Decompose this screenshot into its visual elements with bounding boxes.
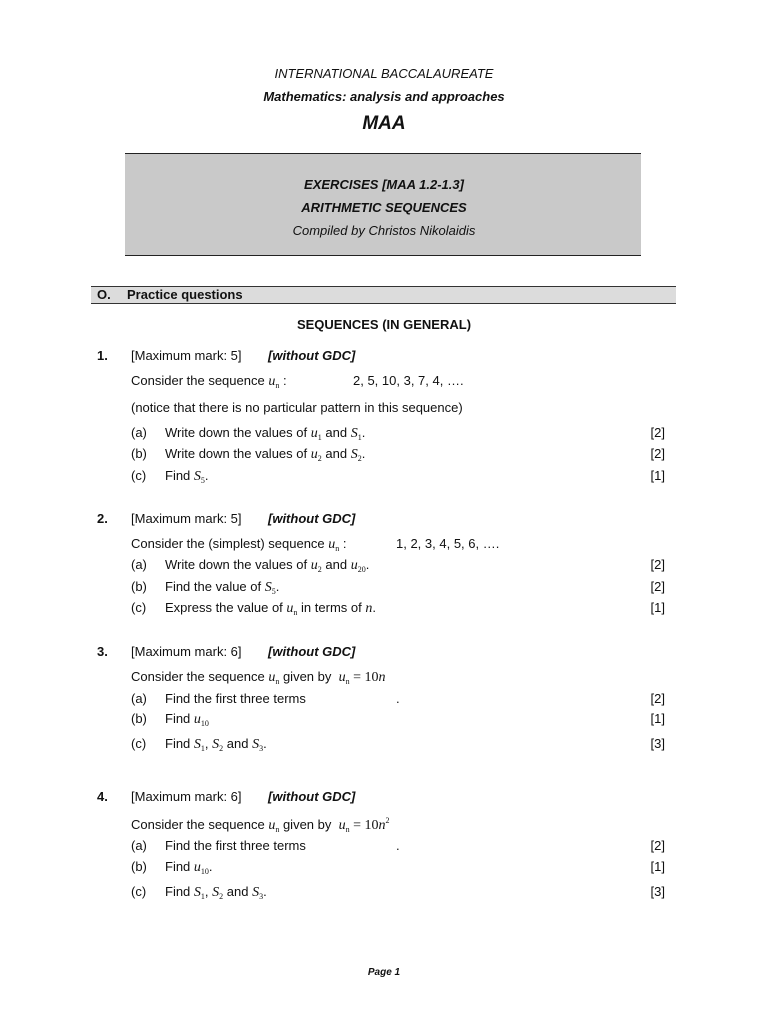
question-intro: Consider the sequence $u_n$ : <box>131 373 287 390</box>
gdc-note: [without GDC] <box>268 644 356 659</box>
sequence-terms: 2, 5, 10, 3, 7, 4, …. <box>353 373 464 388</box>
part-marks: [3] <box>650 736 665 751</box>
banner-topic: ARITHMETIC SEQUENCES <box>301 200 467 215</box>
part-text: Find $u_{10}$. <box>165 859 213 876</box>
max-mark: [Maximum mark: 5] <box>131 348 242 363</box>
part-label: (b) <box>131 711 147 726</box>
question-number: 4. <box>97 789 108 804</box>
part-label: (c) <box>131 600 147 615</box>
question-intro: Consider the sequence $u_n$ given by $u_n = 10n^2$ <box>131 816 390 834</box>
part-marks: [1] <box>650 711 665 726</box>
math-un: $u_n$ <box>328 537 340 553</box>
section-title: Practice questions <box>127 287 243 302</box>
part-marks: [1] <box>650 859 665 874</box>
part-label: (a) <box>131 838 147 853</box>
part-marks: [1] <box>650 600 665 615</box>
page-number: Page 1 <box>367 967 401 978</box>
part-label: (b) <box>131 859 147 874</box>
gdc-note: [without GDC] <box>268 789 356 804</box>
question-intro: Consider the sequence $u_n$ given by $u_n = 10n$ <box>131 669 386 686</box>
part-text: Find the first three terms <box>165 691 306 706</box>
part-label: (c) <box>131 468 147 483</box>
question-intro: Consider the (simplest) sequence $u_n$ : <box>131 536 347 553</box>
banner-exercises: EXERCISES [MAA 1.2-1.3] <box>304 177 464 192</box>
part-marks: [2] <box>650 838 665 853</box>
part-dot: . <box>396 691 400 706</box>
part-label: (c) <box>131 884 147 899</box>
part-label: (a) <box>131 557 147 572</box>
part-label: (a) <box>131 425 147 440</box>
part-text: Express the value of $u_n$ in terms of n. <box>165 600 376 617</box>
part-text: Find $S_1$, $S_2$ and $S_3$. <box>165 736 267 753</box>
formula: $u_n = 10n$ <box>338 670 386 686</box>
part-marks: [2] <box>650 691 665 706</box>
part-text: Write down the values of $u_2$ and $S_2$. <box>165 446 366 463</box>
part-text: Find $S_5$. <box>165 468 209 485</box>
subject-title: Mathematics: analysis and approaches <box>263 89 505 104</box>
org-name: INTERNATIONAL BACCALAUREATE <box>274 66 494 81</box>
formula: $u_n = 10n^2$ <box>338 816 390 834</box>
section-number: O. <box>97 287 111 302</box>
part-marks: [2] <box>650 446 665 461</box>
question-number: 3. <box>97 644 108 659</box>
max-mark: [Maximum mark: 6] <box>131 644 242 659</box>
part-text: Find $S_1$, $S_2$ and $S_3$. <box>165 884 267 901</box>
question-note: (notice that there is no particular pattern in this sequence) <box>131 400 463 415</box>
part-text: Find the first three terms <box>165 838 306 853</box>
course-code: MAA <box>362 113 406 134</box>
question-number: 1. <box>97 348 108 363</box>
part-marks: [1] <box>650 468 665 483</box>
max-mark: [Maximum mark: 6] <box>131 789 242 804</box>
gdc-note: [without GDC] <box>268 511 356 526</box>
part-label: (b) <box>131 446 147 461</box>
part-text: Write down the values of $u_2$ and $u_{20}$. <box>165 557 370 574</box>
max-mark: [Maximum mark: 5] <box>131 511 242 526</box>
banner-author: Compiled by Christos Nikolaidis <box>292 223 476 238</box>
gdc-note: [without GDC] <box>268 348 356 363</box>
part-marks: [2] <box>650 579 665 594</box>
part-marks: [2] <box>650 425 665 440</box>
part-label: (a) <box>131 691 147 706</box>
part-text: Write down the values of $u_1$ and $S_1$. <box>165 425 366 442</box>
part-label: (b) <box>131 579 147 594</box>
question-number: 2. <box>97 511 108 526</box>
part-dot: . <box>396 838 400 853</box>
part-marks: [2] <box>650 557 665 572</box>
sequence-terms: 1, 2, 3, 4, 5, 6, …. <box>396 536 500 551</box>
part-text: Find $u_{10}$ <box>165 711 209 728</box>
math-un: $u_n$ <box>268 374 280 390</box>
part-text: Find the value of $S_5$. <box>165 579 280 596</box>
part-label: (c) <box>131 736 147 751</box>
subheading: SEQUENCES (IN GENERAL) <box>296 317 472 332</box>
part-marks: [3] <box>650 884 665 899</box>
